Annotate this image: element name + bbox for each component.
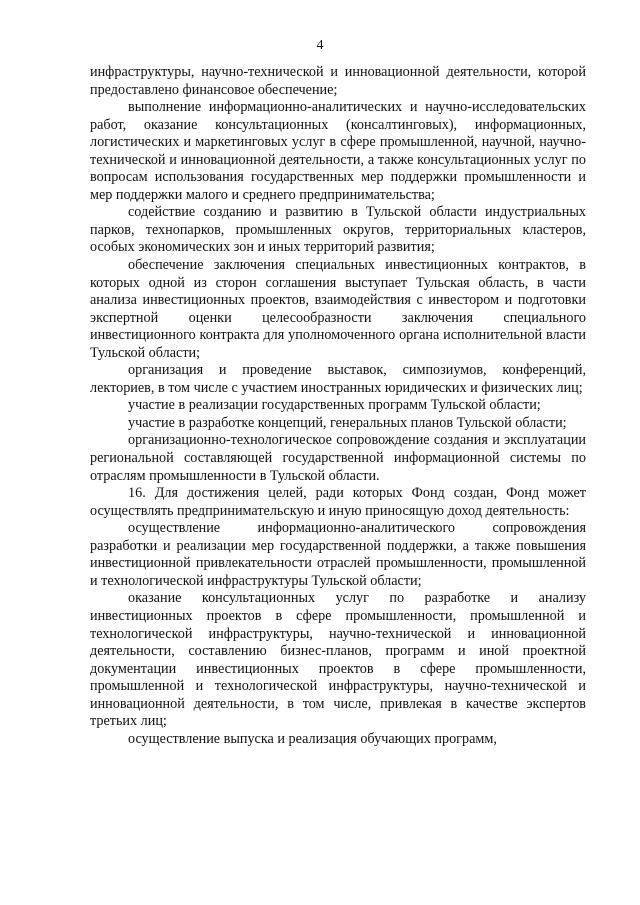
paragraph-exhibitions: организация и проведение выставок, симпозиумов, конференций, лекториев, в том числе с участием иностранных юридических и физических лиц;	[90, 362, 586, 396]
paragraph-industrial-parks: содействие созданию и развитию в Тульской области индустриальных парков, технопарков, промышленных округов, территориальных кластеров, особых экономических зон и иных территорий развития;	[90, 204, 586, 256]
paragraph-information-system: организационно-технологическое сопровождение создания и эксплуатации региональной составляющей государственной информационной системы по отраслям промышленности в Тульской области.	[90, 432, 586, 484]
paragraph-consulting-services: оказание консультационных услуг по разработке и анализу инвестиционных проектов в сфере промышленности, промышленной и технологической инфраструктуры, научно-технической и инновационной деятельности, составлению бизнес-планов, программ и иной проектной документации инвестиционных проектов в сфере промышленности, промышленной и технологической инфраструктуры, научно-технической и инновационной деятельности, в том числе, привлекая в качестве экспертов третьих лиц;	[90, 590, 586, 730]
page-number: 4	[316, 38, 324, 53]
paragraph-section-16: 16. Для достижения целей, ради которых Фонд создан, Фонд может осуществлять предпринимательскую и иную приносящую доход деятельность:	[90, 485, 586, 519]
paragraph-training-programs: осуществление выпуска и реализация обучающих программ,	[128, 730, 497, 747]
paragraph-infrastructure-continuation: инфраструктуры, научно-технической и инновационной деятельности, которой предоставлено финансовое обеспечение;	[90, 64, 586, 98]
paragraph-research-services: выполнение информационно-аналитических и научно-исследовательских работ, оказание консультационных (консалтинговых), информационных, логистических и маркетинговых услуг в сфере промышленной, научной, научно-технической и инновационной деятельности, а также консультационных услуг по вопросам использования государственных мер поддержки промышленности и мер поддержки малого и среднего предпринимательства;	[90, 99, 586, 203]
paragraph-concepts-plans: участие в разработке концепций, генеральных планов Тульской области;	[128, 414, 567, 431]
paragraph-state-programs: участие в реализации государственных программ Тульской области;	[128, 397, 541, 414]
paragraph-investment-contracts: обеспечение заключения специальных инвестиционных контрактов, в которых одной из сторон соглашения выступает Тульская область, в части анализа инвестиционных проектов, взаимодействия с инвестором и подготовки экспертной оценки целесообразности заключения специального инвестиционного контракта для уполномоченного органа исполнительной власти Тульской области;	[90, 257, 586, 361]
paragraph-analytical-support: осуществление информационно-аналитического сопровождения разработки и реализации мер государственной поддержки, а также повышения инвестиционной привлекательности отраслей промышленности, промышленной и технологической инфраструктуры Тульской области;	[90, 520, 586, 589]
document-body	[90, 64, 586, 748]
